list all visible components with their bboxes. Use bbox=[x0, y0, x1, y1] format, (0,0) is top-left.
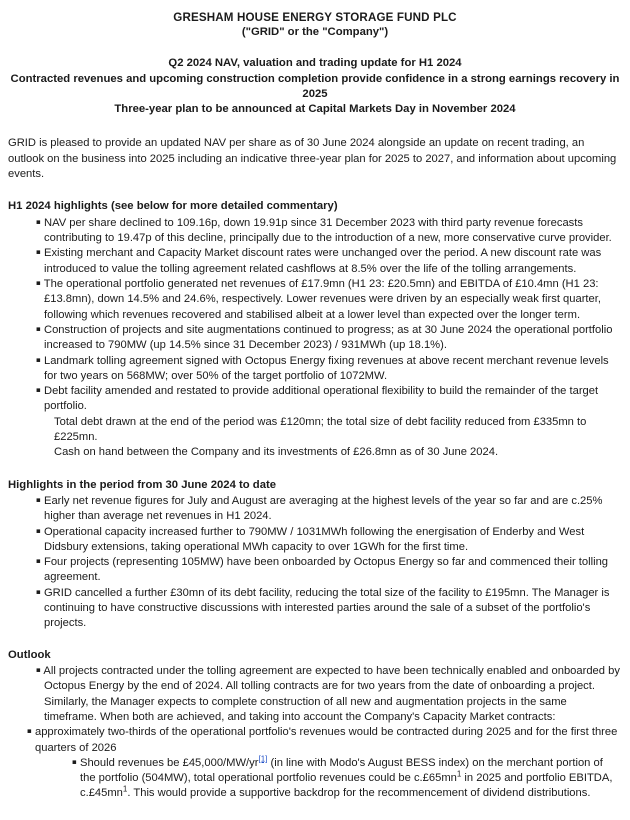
bullet-list-h1-highlights bbox=[0, 216, 630, 461]
bullet-text: Landmark tolling agreement signed with Octopus Energy fixing revenues at above recent merchant revenue levels for two years on 568MW; over 50% of the target portfolio of 1072MW. bbox=[43, 354, 609, 382]
list-item bbox=[36, 246, 620, 277]
bullet-list-outlook bbox=[0, 664, 630, 802]
bullet-text: Debt facility amended and restated to provide additional operational flexibility to build the remainder of the target portfolio. bbox=[43, 385, 599, 413]
section-heading-outlook: Outlook bbox=[8, 648, 51, 661]
document-title-block bbox=[0, 0, 630, 117]
bullet-marker-icon: ▪ bbox=[36, 323, 41, 333]
bullet-text: Cash on hand between the Company and its investments of £26.8mn as of 30 June 2024. bbox=[54, 446, 499, 459]
bullet-text: All projects contracted under the tolling agreement are expected to have been technically enabled and onboarded by Octopus Energy by the end of 2024. All tolling contracts are for two years from the date of onboarding a project. Similarly, the Manager expects to complete construction of all new and augmentation projects in the same timeframe. When both are achieved, and taking into account the Company's Capacity Market contracts: bbox=[43, 665, 620, 723]
list-item bbox=[36, 216, 620, 247]
bullet-marker-icon: ▪ bbox=[72, 756, 77, 766]
announcement-headline-2: Contracted revenues and upcoming construction completion provide confidence in a strong earnings recovery in 2025 bbox=[10, 72, 620, 100]
bullet-marker-icon: ▪ bbox=[36, 525, 41, 535]
section-heading-period-highlights: Highlights in the period from 30 June 2024 to date bbox=[8, 478, 277, 491]
company-name: GRESHAM HOUSE ENERGY STORAGE FUND PLC bbox=[173, 11, 457, 24]
bullet-marker-icon: ▪ bbox=[36, 247, 41, 257]
bullet-text-part-2: (in line with Modo's August BESS index) on the merchant portion of the portfolio (504MW), total operational portfolio revenues could be c.£65mn bbox=[80, 756, 603, 785]
bullet-marker-icon: ▪ bbox=[36, 495, 41, 504]
bullet-text-part-3: in 2025 and portfolio EBITDA, c.£45mn bbox=[80, 772, 613, 800]
bullet-marker-icon: ▪ bbox=[36, 586, 41, 596]
list-item bbox=[36, 494, 620, 525]
list-item bbox=[36, 664, 620, 725]
bullet-text: The operational portfolio generated net revenues of £17.9mn (H1 23: £20.5mn) and EBITDA of £10.4mn (H1 23: £13.8mn), down 14.5% and 24.6%, respectively. Lower revenues were driven by an especially weak first quarter, following which revenues recovered and stabilised albeit at a lower level than expected over the longer term. bbox=[43, 278, 601, 321]
bullet-marker-icon: ▪ bbox=[27, 726, 32, 736]
list-item bbox=[36, 525, 620, 556]
bullet-text-part-1: Should revenues be £45,000/MW/yr bbox=[79, 756, 259, 769]
section-heading-h1-highlights: H1 2024 highlights (see below for more detailed commentary) bbox=[8, 200, 338, 213]
list-item bbox=[36, 555, 620, 586]
bullet-marker-icon: ▪ bbox=[36, 665, 41, 675]
intro-paragraph: GRID is pleased to provide an updated NAV per share as of 30 June 2024 alongside an update on recent trading, an outlook on the business into 2025 including an indicative three-year plan for 2025 to 2027, and information about upcoming events. bbox=[8, 137, 617, 181]
bullet-text: Early net revenue figures for July and August are averaging at the highest levels of the year so far and are c.25% higher than average net revenues in H1 2024. bbox=[43, 495, 603, 523]
list-item bbox=[27, 725, 618, 756]
list-item bbox=[10, 415, 616, 446]
announcement-headline-1: Q2 2024 NAV, valuation and trading update for H1 2024 bbox=[168, 57, 462, 70]
bullet-marker-icon: ▪ bbox=[36, 385, 41, 395]
bullet-text: NAV per share declined to 109.16p, down 19.91p since 31 December 2023 with third party revenue forecasts contributing to 19.47p of this decline, principally due to the introduction of a new, more conservative curve provider. bbox=[43, 216, 612, 245]
bullet-list-period-highlights bbox=[0, 494, 630, 632]
bullet-marker-icon: ▪ bbox=[36, 354, 41, 364]
list-item bbox=[72, 756, 616, 802]
bullet-text: Existing merchant and Capacity Market discount rates were unchanged over the period. A new discount rate was introduced to value the tolling agreement related cashflows at 8.5% over the life of the tolling arrangements. bbox=[43, 247, 602, 275]
list-item bbox=[36, 384, 620, 415]
bullet-text: Construction of projects and site augmentations continued to progress; as at 30 June 2024 the operational portfolio increased to 790MW (up 14.5% since 31 December 2023) / 931MWh (up 18.1%). bbox=[43, 323, 613, 352]
superscript-footnote-2: 1 bbox=[122, 784, 128, 794]
company-alias: ("GRID" or the "Company") bbox=[241, 26, 389, 39]
bullet-text: GRID cancelled a further £30mn of its debt facility, reducing the total size of the facility to £195mn. The Manager is continuing to have constructive discussions with interested parties around the sale of a subset of the portfolio's projects. bbox=[43, 586, 610, 630]
bullet-marker-icon: ▪ bbox=[36, 278, 41, 288]
title-spacer bbox=[0, 39, 630, 56]
bullet-text: Operational capacity increased further to 790MW / 1031MWh following the energisation of Enderby and West Didsbury extensions, taking operational MWh capacity to over 1GWh for the first time. bbox=[43, 525, 585, 553]
list-item bbox=[36, 354, 620, 385]
footnote-1-link[interactable]: [1] bbox=[258, 754, 268, 764]
bullet-marker-icon: ▪ bbox=[36, 556, 41, 566]
bullet-text: Total debt drawn at the end of the period was £120mn; the total size of debt facility reduced from £335mn to £225mn. bbox=[54, 415, 587, 443]
bullet-marker-icon: ▪ bbox=[36, 216, 41, 226]
list-item bbox=[36, 277, 620, 323]
list-item bbox=[36, 586, 620, 632]
list-item bbox=[36, 323, 620, 354]
bullet-text-part-4: . This would provide a supportive backdrop for the recommencement of dividend distributions. bbox=[127, 787, 591, 800]
bullet-text: approximately two-thirds of the operational portfolio's revenues would be contracted during 2025 and for the first three quarters of 2026 bbox=[34, 726, 618, 754]
list-item bbox=[10, 445, 616, 460]
superscript-footnote-1: 1 bbox=[456, 769, 462, 779]
bullet-text: Four projects (representing 105MW) have been onboarded by Octopus Energy so far and commenced their tolling agreement. bbox=[43, 556, 609, 584]
announcement-headline-3: Three-year plan to be announced at Capital Markets Day in November 2024 bbox=[114, 103, 516, 116]
